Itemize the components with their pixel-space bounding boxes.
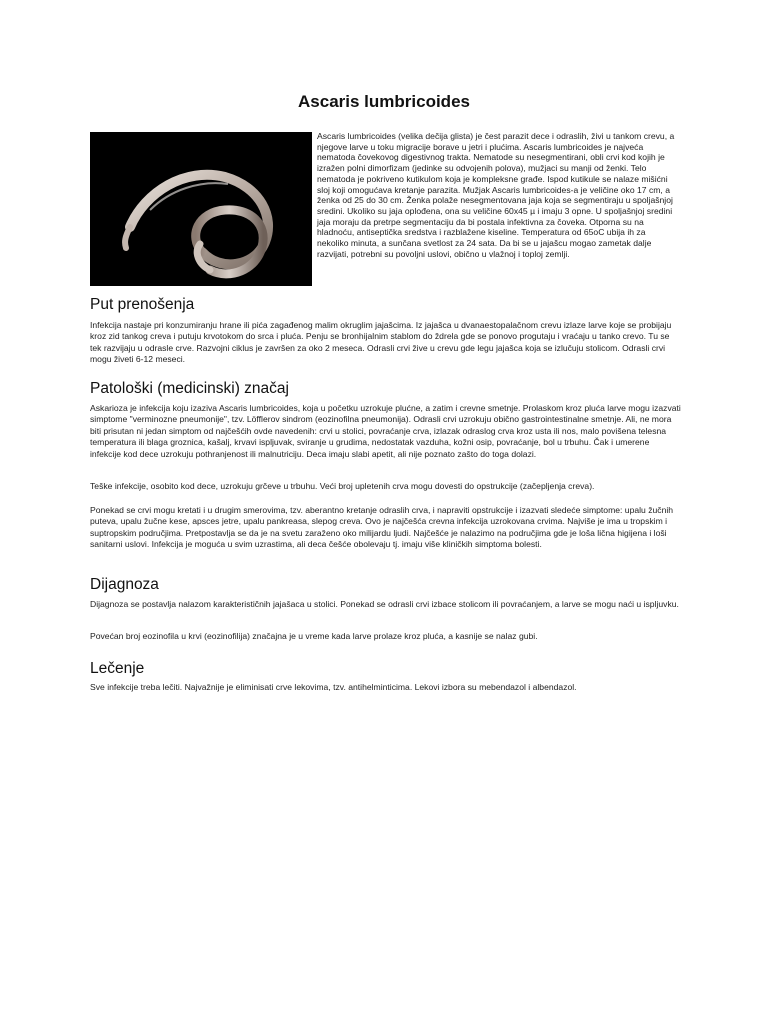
section-heading-diagnosis: Dijagnoza [90,576,159,593]
page-title: Ascaris lumbricoides [298,92,470,111]
intro-paragraph: Ascaris lumbricoides (velika dečija glista) je čest parazit dece i odraslih, živi u tankom crevu, a njegove larve u toku migracije borave u jetri i plućima. Ascaris lumbricoides je najveća nematoda čovekovog digestivnog trakta. Nematode su nesegmentirani, obli crvi kod kojih je izražen polni dimorfizam (jedinke su odvojenih polova), mužjaci su manji od ženki. Telo nematoda je pokriveno kutikulom koja je kompleksne građe. Ispod kutikule se nalaze mišićni sloj koji omogućava kretanje parazita. Mužjak Ascaris lumbricoides-a je veličine oko 17 cm, a ženka od 25 do 30 cm. Ženka polaže nesegmentovana jaja koja se segmentiraju u spoljašnjoj sredini. Ukoliko su jaja oplođena, ona su veličine 60x45 µ i imaju 3 opne. U spoljašnjoj sredini jaja moraju da pretrpe segmentaciju da bi postala infektivna za čoveka. Otporna su na hladnoću, antiseptička sredstva i razblažene kiseline. Temperatura od 65oC ubija ih za nekoliko minuta, a sunčana svetlost za 24 sata. Da bi se u jajašcu mogao zametak dalje razvijati, potrebni su povoljni uslovi, obično u vlažnoj i toploj zemlji. [317,131,675,259]
diagnosis-paragraph-2: Povećan broj eozinofila u krvi (eozinofilija) značajna je u vreme kada larve prolaze kroz pluća, a kasnije se nalaz gubi. [90,631,538,641]
section-heading-treatment: Lečenje [90,660,145,677]
section-heading-transmission: Put prenošenja [90,296,195,313]
pathology-paragraph-1: Askarioza je infekcija koju izaziva Ascaris lumbricoides, koja u početku uzrokuje plućne, a zatim i crevne smetnje. Prolaskom kroz pluća larve mogu izazvati simptome "verminozne pneumonije", tzv. Löfflerov sindrom (eozinofilna pneumonija). Odrasli crvi uzrokuju obično gastrointestinalne smetnje. Ali, ne mora biti prisutan ni jedan simptom od najčešćih ovde navedenih: crvi u stolici, povraćanje crva, izlazak odraslog crva kroz usta ili nos, malo povišena telesna temperatura ili blaga groznica, kašalj, krvavi ispljuvak, sviranje u grudima, nedostatak vazduha, kožni osip, povraćanje, bol u trbuhu. Čak i umerene infekcije kod dece uzrokuju pothranjenost ili malnutriciju. Deca imaju slabi apetit, ali nije poznato zašto do toga dolazi. [90,403,681,459]
pathology-paragraph-3: Ponekad se crvi mogu kretati i u drugim smerovima, tzv. aberantno kretanje odraslih crva, i napraviti opstrukcije i izazvati sledeće simptome: upalu žučnih puteva, upalu žučne kese, apsces jetre, upalu pankreasa, slepog creva. Ovo je najčešća crevna infekcija uzrokovana crvima. Najviše je ima u tropskim i suptropskim područjima. Pretpostavlja se da je na svetu zaraženo oko milijardu ljudi. Najčešće je nalazimo na područjima gde je loša lična higijena i loši sanitarni uslovi. Infekcija je moguća u svim uzrastima, ali deca češće obolevaju tj. imaju više kliničkih simptoma bolesti. [90,505,674,550]
worm-photo [90,132,312,286]
pathology-paragraph-2: Teške infekcije, osobito kod dece, uzrokuju grčeve u trbuhu. Veći broj upletenih crva mogu dovesti do opstrukcije (začepljenja creva). [90,481,595,491]
treatment-paragraph: Sve infekcije treba lečiti. Najvažnije je eliminisati crve lekovima, tzv. antihelminticima. Lekovi izbora su mebendazol i albendazol. [90,682,577,692]
section-heading-pathology: Patološki (medicinski) značaj [90,380,289,397]
transmission-paragraph: Infekcija nastaje pri konzumiranju hrane ili pića zagađenog malim okruglim jajašcima. Iz jajašca u dvanaestopalačnom crevu izlaze larve koje se probijaju kroz zid tankog creva i putuju krvotokom do srca i pluća. Penju se bronhijalnim stablom do ždrela gde se ponovo progutaju i vraćaju u tanko crevo. Tu se tek razvijaju u odrasle crve. Razvojni ciklus je završen za oko 2 meseca. Odrasli crvi žive u crevu gde legu jajašca koja se izlučuju stolicom. Odrasli crvi mogu živeti 6-12 meseci. [90,320,672,365]
diagnosis-paragraph-1: Dijagnoza se postavlja nalazom karakterističnih jajašaca u stolici. Ponekad se odrasli crvi izbace stolicom ili povraćanjem, a larve se mogu naći u ispljuvku. [90,599,679,609]
